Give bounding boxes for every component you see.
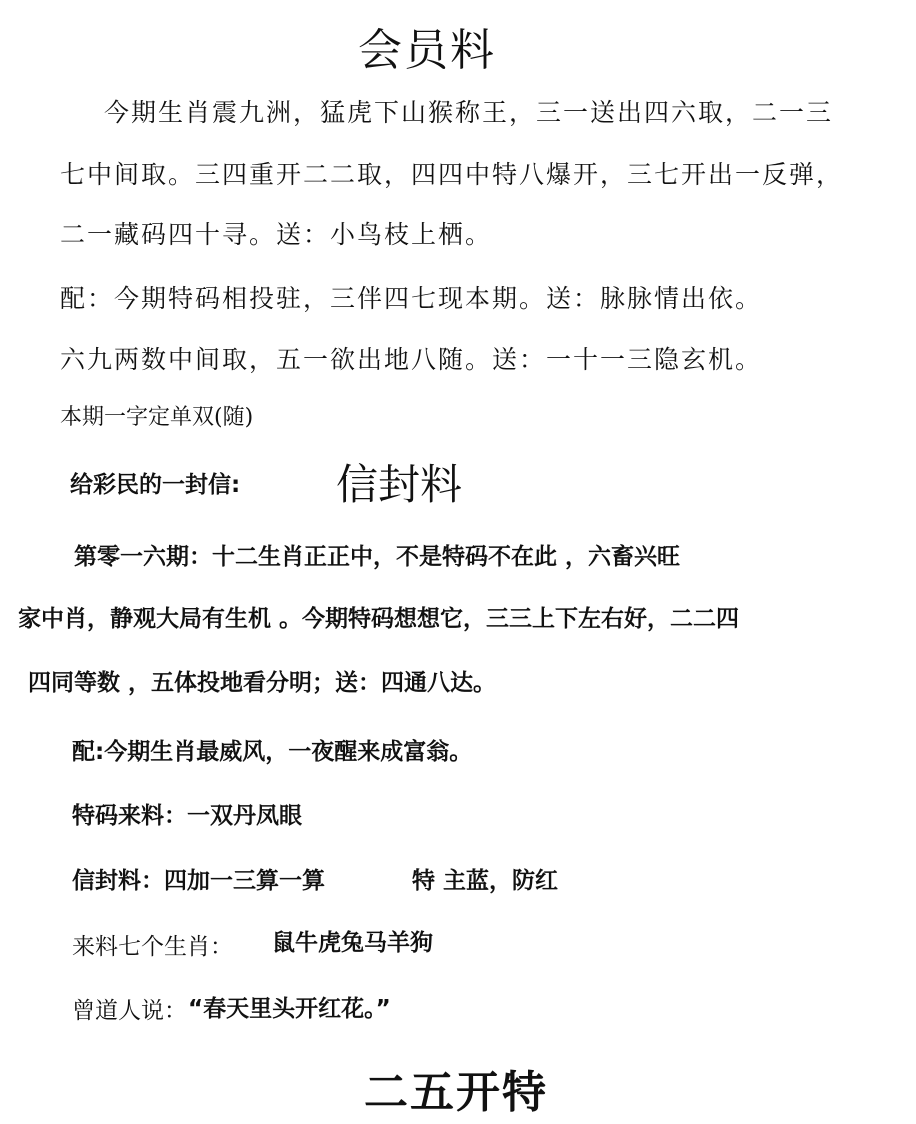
quote-label: 曾道人说： [72,998,187,1024]
envelope-label: 信封料：四加一三算一算 [72,868,325,894]
section2-title: 信封料 [336,460,463,509]
paragraph-line: 配:今期生肖最威风，一夜醒来成富翁。 [72,739,473,765]
paragraph-line: 六九两数中间取，五一欲出地八随。送：一十一三隐玄机。 [60,345,763,374]
paragraph-line: 二一藏码四十寻。送：小鸟枝上栖。 [60,220,493,249]
paragraph-line: 今期生肖震九洲，猛虎下山猴称王，三一送出四六取，二一三 [104,98,834,127]
zodiac-value: 鼠牛虎兔马羊狗 [272,930,433,956]
envelope-tip: 特 主蓝，防红 [412,868,559,894]
footer-title: 二五开特 [364,1067,548,1118]
quote-value: “春天里头开红花。” [188,996,391,1022]
paragraph-line: 特码来料：一双丹凤眼 [72,803,302,829]
paragraph-line: 第零一六期：十二生肖正正中，不是特码不在此 ，六畜兴旺 [74,544,681,570]
letter-label: 给彩民的一封信: [70,472,241,498]
zodiac-label: 来料七个生肖： [72,934,233,960]
section1-title: 会员料 [358,25,496,76]
paragraph-line: 家中肖，静观大局有生机 。今期特码想想它，三三上下左右好，二二四 [18,606,740,632]
paragraph-line: 七中间取。三四重开二二取，四四中特八爆开，三七开出一反弹， [60,160,844,189]
paragraph-line: 配：今期特码相投驻，三伴四七现本期。送：脉脉情出依。 [60,284,763,313]
paragraph-line: 四同等数 ，五体投地看分明；送：四通八达。 [28,670,497,696]
paragraph-line: 本期一字定单双(随) [60,405,254,430]
